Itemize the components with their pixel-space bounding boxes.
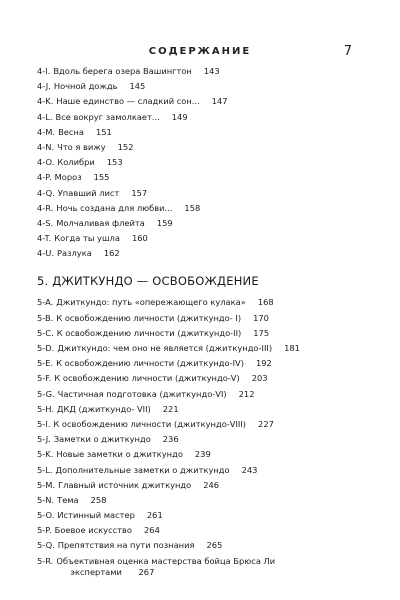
toc-entry	[37, 79, 367, 94]
toc-entry-title: Ночь создана для любви...	[56, 202, 173, 213]
toc-entry-title: Главный источник джиткундо	[58, 479, 192, 490]
toc-entry-code: 4-R.	[37, 202, 54, 213]
toc-entry-code: 4-J.	[37, 81, 51, 92]
toc-entry	[37, 201, 367, 216]
toc-entry-page: 147	[211, 96, 228, 107]
toc-entry-code: 5-N.	[37, 494, 55, 505]
toc-entry-page: 151	[95, 126, 112, 137]
toc-entry-page: 267	[138, 566, 155, 577]
toc-entry	[37, 155, 367, 170]
toc-entry-page: 258	[90, 494, 107, 505]
toc-entry-page: 145	[129, 81, 146, 92]
page-number: 7	[343, 44, 352, 59]
toc-entry-page: 143	[203, 66, 220, 76]
toc-entry-page: 192	[255, 358, 272, 369]
toc-entry	[37, 295, 367, 310]
toc-entry	[37, 387, 367, 402]
toc-entry	[37, 447, 367, 462]
toc-entry-title: Ночной дождь	[53, 81, 118, 92]
toc-entry-code: 4-L.	[37, 111, 53, 122]
toc-entry-page: 162	[103, 248, 120, 259]
toc-entry	[37, 110, 367, 125]
toc-entry-code: 5-L.	[37, 464, 53, 475]
toc-entry-code: 4-K.	[37, 96, 54, 107]
toc-entry	[37, 523, 367, 538]
toc-entry	[37, 432, 367, 447]
toc-entry-title	[56, 556, 275, 578]
toc-entry	[37, 246, 367, 261]
toc-entry	[37, 538, 367, 553]
toc-entry-page: 159	[156, 217, 173, 228]
toc-entry-code: 5-K.	[37, 449, 54, 460]
toc-entry-code: 4-P.	[37, 172, 52, 183]
toc-entry-title: К освобождению личности (джиткундо-II)	[56, 327, 242, 338]
toc-entry-page: 175	[253, 327, 270, 338]
toc-entry-page: 153	[106, 157, 123, 168]
toc-entry-code: 5-F.	[37, 373, 52, 384]
toc-entry-title: К освобождению личности (джиткундо-V)	[54, 373, 240, 384]
toc-entry	[37, 311, 367, 326]
toc-entry-page: 227	[258, 418, 274, 429]
toc-entry-title-line1: Объективная оценка мастерства бойца Брюса Ли	[56, 555, 276, 566]
toc-entry-title: Наше единство — сладкий сон...	[56, 96, 200, 107]
toc-entry-title: Джиткундо: путь «опережающего кулака»	[56, 297, 246, 308]
toc-entry-title: Молчаливая флейта	[56, 217, 145, 228]
toc-entry-page: 261	[146, 510, 163, 521]
toc-entry-title: Джиткундо: чем оно не является (джиткундо-III)	[57, 343, 273, 353]
toc-entry-code: 5-O.	[37, 510, 55, 521]
table-of-contents	[37, 64, 367, 578]
toc-entry	[37, 493, 367, 508]
page-title: СОДЕРЖАНИЕ	[148, 46, 252, 57]
toc-entry-code: 5-A.	[37, 297, 54, 308]
toc-entry-page: 203	[251, 373, 268, 384]
toc-entry-page: 152	[117, 141, 134, 152]
toc-entry	[37, 417, 367, 432]
toc-entry-title: Колибри	[57, 157, 95, 168]
toc-entry-code: 5-D.	[37, 343, 55, 353]
toc-entry-page: 264	[144, 525, 160, 536]
toc-entry-page: 149	[171, 111, 188, 122]
page-header	[0, 44, 400, 62]
toc-entry-page: 168	[257, 297, 274, 308]
toc-entry-code: 5-R.	[37, 555, 54, 566]
toc-entry-page: 170	[253, 312, 269, 323]
toc-entry-code: 4-T.	[37, 233, 52, 244]
toc-entry	[37, 170, 367, 185]
toc-entry	[37, 371, 367, 386]
toc-entry	[37, 186, 367, 201]
toc-entry-title: Весна	[58, 126, 84, 137]
toc-entry-code: 4-U.	[37, 248, 54, 259]
toc-entry-title: Упавший лист	[57, 187, 120, 198]
toc-entry-code: 4-S.	[37, 217, 54, 228]
toc-entry	[37, 554, 367, 578]
toc-entry	[37, 402, 367, 417]
toc-entry-code: 5-H.	[37, 403, 55, 414]
toc-entry-page: 181	[284, 343, 300, 353]
toc-entry-title: Разлука	[56, 248, 92, 259]
toc-entry-code: 5-C.	[37, 327, 54, 338]
section-heading: 5. ДЖИТКУНДО — ОСВОБОЖДЕНИЕ	[37, 274, 259, 289]
toc-entry-title: Частичная подготовка (джиткундо-VI)	[57, 388, 227, 399]
toc-entry-title-line2-text: экспертами	[70, 566, 122, 577]
toc-entry-title: Когда ты ушла	[54, 233, 120, 244]
toc-entry-code: 5-J.	[37, 434, 51, 445]
toc-entry-title: Вдоль берега озера Вашингтон	[53, 66, 192, 76]
toc-entry	[37, 94, 367, 109]
toc-entry-code: 5-E.	[37, 358, 54, 369]
toc-entry-page: 157	[131, 187, 148, 198]
toc-entry-code: 4-Q.	[37, 187, 55, 198]
toc-entry	[37, 326, 367, 341]
toc-entry-page: 246	[203, 479, 220, 490]
toc-entry	[37, 140, 367, 155]
toc-entry-code: 5-B.	[37, 312, 54, 323]
toc-entry-title: Тема	[57, 494, 79, 505]
toc-entry-title-line2	[56, 567, 275, 578]
toc-entry-title: Все вокруг замолкает...	[55, 111, 160, 122]
toc-entry-title: Истинный мастер	[57, 510, 135, 521]
toc-entry-page: 221	[162, 403, 179, 414]
toc-entry-title: К освобождению личности (джиткундо- I)	[56, 312, 242, 323]
toc-entry-code: 5-G.	[37, 388, 55, 399]
toc-entry-page: 212	[238, 388, 255, 399]
toc-entry	[37, 463, 367, 478]
toc-entry	[37, 341, 367, 356]
toc-entry-code: 5-Q.	[37, 540, 55, 551]
toc-entry-code: 4-N.	[37, 141, 55, 152]
toc-entry-title: ДКД (джиткундо- VII)	[57, 403, 151, 414]
toc-entry-code: 5-M.	[37, 479, 56, 490]
toc-entry-page: 160	[131, 233, 148, 244]
toc-entry-page: 243	[241, 464, 258, 475]
toc-entry	[37, 125, 367, 140]
toc-entry	[37, 231, 367, 246]
toc-entry-page: 155	[93, 172, 110, 183]
toc-entry-title: Заметки о джиткундо	[53, 434, 151, 445]
toc-entry-title: Новые заметки о джиткундо	[56, 449, 183, 460]
toc-entry-page: 236	[162, 434, 179, 445]
toc-entry-title: К освобождению личности (джиткундо-VIII)	[53, 418, 247, 429]
toc-entry	[37, 356, 367, 371]
toc-entry-title: Мороз	[54, 172, 82, 183]
toc-entry-page: 265	[206, 540, 223, 551]
toc-entry	[37, 508, 367, 523]
toc-entry-title: Боевое искусство	[54, 525, 133, 536]
toc-entry	[37, 216, 367, 231]
toc-entry-page: 239	[194, 449, 211, 460]
toc-entry-page: 158	[184, 202, 201, 213]
toc-entry-code: 5-P.	[37, 525, 52, 536]
toc-entry	[37, 478, 367, 493]
toc-entry-title: К освобождению личности (джиткундо-IV)	[56, 358, 244, 369]
toc-entry-title: Препятствия на пути познания	[57, 540, 195, 551]
toc-entry-title: Дополнительные заметки о джиткундо	[55, 464, 230, 475]
toc-entry-code: 5-I.	[37, 418, 51, 429]
toc-entry	[37, 64, 367, 79]
toc-entry-code: 4-I.	[37, 66, 51, 76]
toc-entry-code: 4-M.	[37, 126, 56, 137]
toc-entry-code: 4-O.	[37, 157, 55, 168]
toc-entry-title: Что я вижу	[57, 141, 106, 152]
